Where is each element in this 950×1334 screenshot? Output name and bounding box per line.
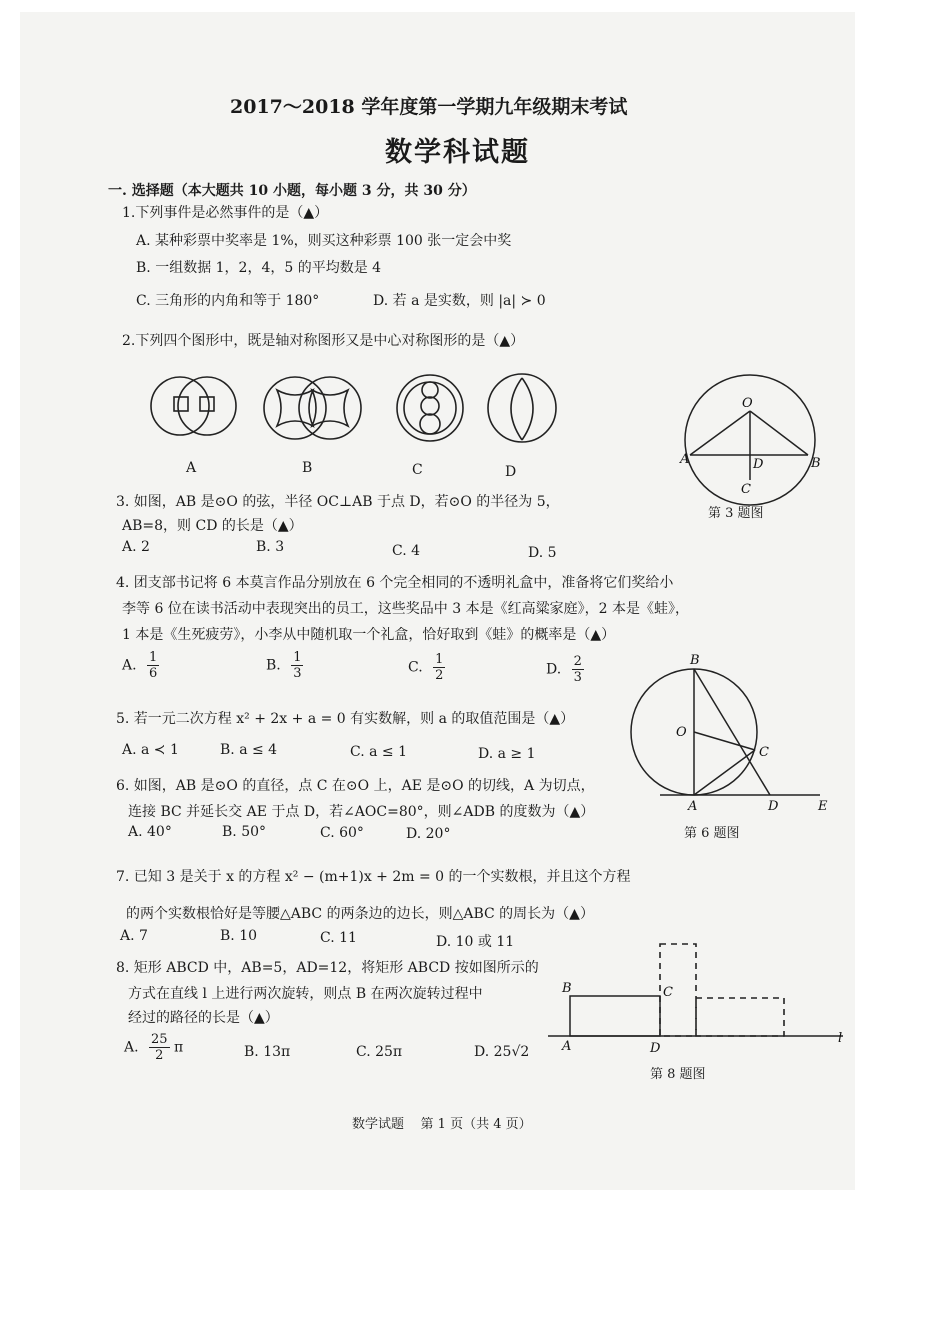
q8-figure-svg (548, 938, 848, 1058)
q7-option-b: B. 10 (220, 928, 258, 944)
q3-label-b: B (811, 456, 821, 471)
exam-title: 2017～2018 学年度第一学期九年级期末考试 (230, 96, 628, 118)
q4-option-d-fraction (572, 654, 584, 685)
q4-option-b-label: B. (266, 657, 281, 674)
q3-option-a: A. 2 (122, 539, 150, 555)
q3-option-d: D. 5 (528, 545, 557, 561)
q3-line2: AB=8，则 CD 的长是（▲） (122, 518, 303, 534)
q8-line2: 方式在直线 l 上进行两次旋转，则点 B 在两次旋转过程中 (128, 986, 483, 1002)
q6-option-b: B. 50° (222, 824, 267, 840)
q3-label-a: A (680, 452, 690, 467)
exam-subtitle: 数学科试题 (385, 137, 530, 168)
q2-label-a: A (186, 460, 197, 476)
q6-label-e: E (818, 799, 828, 814)
q6-label-b: B (690, 653, 700, 668)
q1-stem: 1.下列事件是必然事件的是（▲） (122, 205, 329, 221)
q4-a-den: 6 (149, 666, 158, 681)
q3-figure-svg (678, 385, 828, 505)
q7-option-d: D. 10 或 11 (436, 934, 515, 950)
q6-label-c: C (759, 745, 769, 760)
q6-option-a: A. 40° (128, 824, 172, 840)
q4-option-d (546, 654, 584, 685)
q5-option-a: A. a ≺ 1 (122, 742, 179, 758)
q4-line3: 1 本是《生死疲劳》，小李从中随机取一个礼盒，恰好取到《蛙》的概率是（▲） (122, 627, 616, 643)
figure-d (488, 374, 556, 442)
q2-figures-svg (140, 368, 580, 448)
q8-caption: 第 8 题图 (650, 1067, 706, 1082)
q8-option-d: D. 25√2 (474, 1044, 530, 1060)
q2-label-b: B (302, 460, 313, 476)
q1-option-d: D. 若 a 是实数，则 |a| ≻ 0 (373, 293, 546, 309)
q4-option-c (408, 652, 445, 683)
q7-line1: 7. 已知 3 是关于 x 的方程 x² − (m+1)x + 2m = 0 的一个实数根，并且这个方程 (116, 869, 631, 885)
q4-line1: 4. 团支部书记将 6 本莫言作品分别放在 6 个完全相同的不透明礼盒中，准备将它们奖给小 (116, 575, 674, 591)
q1-option-b: B. 一组数据 1，2，4，5 的平均数是 4 (136, 260, 382, 276)
q3-label-d: D (753, 457, 764, 472)
q4-option-b-fraction (291, 650, 303, 681)
q3-caption: 第 3 题图 (708, 506, 764, 521)
section-heading: 一. 选择题（本大题共 10 小题，每小题 3 分，共 30 分） (108, 183, 476, 199)
q5-option-b: B. a ≤ 4 (220, 742, 278, 758)
q4-b-num: 1 (293, 650, 302, 665)
q4-option-b (266, 650, 303, 681)
q6-line2: 连接 BC 并延长交 AE 于点 D，若∠AOC=80°，则∠ADB 的度数为（▲） (128, 804, 595, 820)
q8-option-b: B. 13π (244, 1044, 291, 1060)
q4-c-den: 2 (435, 668, 444, 683)
q8-option-c: C. 25π (356, 1044, 403, 1060)
q8-option-a-label: A. (124, 1039, 139, 1056)
q4-d-num: 2 (573, 654, 582, 669)
q8-label-a: A (562, 1039, 572, 1054)
q5-stem: 5. 若一元二次方程 x² + 2x + a = 0 有实数解，则 a 的取值范围是（▲） (116, 711, 575, 727)
q6-label-o: O (676, 725, 687, 740)
q4-d-den: 3 (573, 670, 582, 685)
q1-option-c: C. 三角形的内角和等于 180° (136, 293, 320, 309)
q2-stem: 2.下列四个图形中，既是轴对称图形又是中心对称图形的是（▲） (122, 333, 525, 349)
q4-option-c-label: C. (408, 659, 423, 676)
q4-c-num: 1 (435, 652, 444, 667)
q5-option-d: D. a ≥ 1 (478, 746, 536, 762)
q6-figure-svg (660, 650, 840, 820)
q4-option-d-label: D. (546, 661, 562, 678)
q6-label-a: A (688, 799, 698, 814)
q6-caption: 第 6 题图 (684, 826, 740, 841)
figure-a (151, 377, 236, 435)
q4-b-den: 3 (293, 666, 302, 681)
q2-label-c: C (412, 462, 423, 478)
q5-option-c: C. a ≤ 1 (350, 744, 407, 760)
figure-c (397, 375, 463, 441)
q4-option-c-fraction (433, 652, 445, 683)
q4-line2: 李等 6 位在读书活动中表现突出的员工，这些奖品中 3 本是《红高粱家庭》，2 本是《蛙》， (122, 601, 689, 617)
q8-option-a-fraction (149, 1032, 170, 1063)
q6-figure (660, 650, 840, 820)
q8-option-a-pi: π (174, 1039, 184, 1056)
q8-line1: 8. 矩形 ABCD 中，AB=5，AD=12，将矩形 ABCD 按如图所示的 (116, 960, 539, 976)
q8-label-c: C (663, 985, 673, 1000)
q1-option-a: A. 某种彩票中奖率是 1%，则买这种彩票 100 张一定会中奖 (136, 233, 512, 249)
q4-option-a-label: A. (122, 657, 137, 674)
q8-label-l: l (838, 1031, 843, 1046)
q3-label-o: O (742, 396, 753, 411)
q4-option-a-fraction (147, 650, 159, 681)
q3-label-c: C (741, 482, 751, 497)
q8-line3: 经过的路径的长是（▲） (128, 1010, 279, 1026)
q6-line1: 6. 如图，AB 是⊙O 的直径，点 C 在⊙O 上，AE 是⊙O 的切线，A 为切点， (116, 778, 595, 794)
q3-figure (678, 385, 828, 505)
q8-a-num: 25 (151, 1032, 168, 1047)
q4-option-a (122, 650, 159, 681)
q2-figures (140, 368, 580, 448)
q8-figure (548, 938, 848, 1058)
q8-option-a (124, 1032, 183, 1063)
q2-label-d: D (505, 464, 517, 480)
q3-option-b: B. 3 (256, 539, 285, 555)
q7-option-a: A. 7 (120, 928, 148, 944)
q8-label-d: D (650, 1041, 661, 1056)
q3-option-c: C. 4 (392, 543, 421, 559)
q6-option-d: D. 20° (406, 826, 451, 842)
q7-line2: 的两个实数根恰好是等腰△ABC 的两条边的边长，则△ABC 的周长为（▲） (126, 906, 594, 922)
q4-a-num: 1 (149, 650, 158, 665)
page-footer: 数学试题 第 1 页（共 4 页） (352, 1117, 532, 1132)
figure-b (264, 377, 361, 439)
q6-option-c: C. 60° (320, 825, 364, 841)
q6-label-d: D (768, 799, 779, 814)
q8-a-den: 2 (155, 1048, 164, 1063)
q8-label-b: B (562, 981, 572, 996)
q3-line1: 3. 如图，AB 是⊙O 的弦，半径 OC⊥AB 于点 D，若⊙O 的半径为 5， (116, 494, 560, 510)
q7-option-c: C. 11 (320, 930, 357, 946)
